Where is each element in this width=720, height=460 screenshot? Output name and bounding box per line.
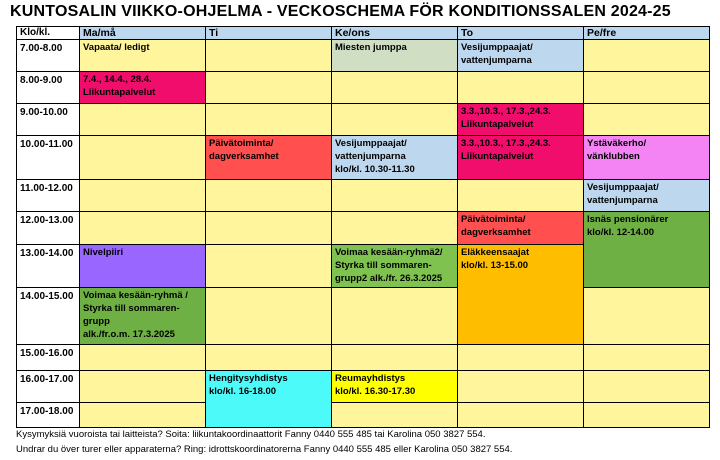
empty-cell bbox=[584, 402, 710, 427]
empty-cell bbox=[332, 180, 458, 212]
empty-cell bbox=[206, 212, 332, 245]
empty-cell bbox=[206, 245, 332, 288]
event-paivatoiminta-thu: Päivätoiminta/ dagverksamhet bbox=[458, 212, 584, 245]
column-header-time: Klo/kl. bbox=[17, 27, 80, 40]
hour-label: 10.00-11.00 bbox=[17, 136, 80, 180]
empty-cell bbox=[80, 402, 206, 427]
table-row bbox=[17, 370, 710, 402]
column-header-tue: Ti bbox=[206, 27, 332, 40]
column-header-thu: To bbox=[458, 27, 584, 40]
empty-cell bbox=[332, 288, 458, 344]
empty-cell bbox=[80, 104, 206, 136]
event-voimaa-kesaan-2: Voimaa kesään-ryhmä2/ Styrka till sommaren- grupp2 alk./fr. 26.3.2025 bbox=[332, 245, 458, 288]
empty-cell bbox=[584, 40, 710, 72]
empty-cell bbox=[80, 370, 206, 402]
empty-cell bbox=[458, 344, 584, 370]
empty-cell bbox=[458, 402, 584, 427]
event-voimaa-kesaan-1: Voimaa kesään-ryhmä / Styrka till sommaren-grupp alk./fr.o.m. 17.3.2025 bbox=[80, 288, 206, 344]
empty-cell bbox=[206, 344, 332, 370]
event-ystavakerho: Ystäväkerho/ vänklubben bbox=[584, 136, 710, 180]
page-title: KUNTOSALIN VIIKKO-OHJELMA - VECKOSCHEMA FÖR KONDITIONSSALEN 2024-25 bbox=[10, 3, 671, 20]
empty-cell bbox=[458, 180, 584, 212]
event-isnas-pensionarer: Isnäs pensionärer klo/kl. 12-14.00 bbox=[584, 212, 710, 288]
header-row bbox=[17, 27, 710, 40]
hour-label: 16.00-17.00 bbox=[17, 370, 80, 402]
empty-cell bbox=[206, 40, 332, 72]
footer-line-sv: Undrar du över turer eller apparaterna? Ring: idrottskoordinatorerna Fanny 0440 555 485 eller Karolina 050 3827 554. bbox=[16, 444, 513, 455]
event-elakkeensaajat: Eläkkeensaajat klo/kl. 13-15.00 bbox=[458, 245, 584, 345]
empty-cell bbox=[332, 212, 458, 245]
column-header-fri: Pe/fre bbox=[584, 27, 710, 40]
empty-cell bbox=[206, 180, 332, 212]
empty-cell bbox=[80, 136, 206, 180]
empty-cell bbox=[584, 104, 710, 136]
empty-cell bbox=[584, 344, 710, 370]
empty-cell bbox=[332, 104, 458, 136]
empty-cell bbox=[458, 370, 584, 402]
event-reumayhdistys: Reumayhdistys klo/kl. 16.30-17.30 bbox=[332, 370, 458, 402]
table-row bbox=[17, 402, 710, 427]
table-row bbox=[17, 288, 710, 344]
empty-cell bbox=[584, 72, 710, 104]
event-vapaata: Vapaata/ ledigt bbox=[80, 40, 206, 72]
column-header-wed: Ke/ons bbox=[332, 27, 458, 40]
event-liikuntapalvelut-mon: 7.4., 14.4., 28.4. Liikuntapalvelut bbox=[80, 72, 206, 104]
hour-label: 15.00-16.00 bbox=[17, 344, 80, 370]
event-hengitysyhdistys: Hengitysyhdistys klo/kl. 16-18.00 bbox=[206, 370, 332, 427]
table-row bbox=[17, 212, 710, 245]
empty-cell bbox=[584, 370, 710, 402]
table-row bbox=[17, 180, 710, 212]
empty-cell bbox=[458, 72, 584, 104]
footer-line-fi: Kysymyksiä vuoroista tai laitteista? Soita: liikuntakoordinaattorit Fanny 0440 555 485 tai Karolina 050 3827 554. bbox=[16, 429, 486, 440]
table-row bbox=[17, 136, 710, 180]
hour-label: 17.00-18.00 bbox=[17, 402, 80, 427]
empty-cell bbox=[206, 288, 332, 344]
empty-cell bbox=[80, 180, 206, 212]
hour-label: 12.00-13.00 bbox=[17, 212, 80, 245]
event-miesten-jumppa: Miesten jumppa bbox=[332, 40, 458, 72]
event-vesijumppa-fri: Vesijumppaajat/ vattenjumparna bbox=[584, 180, 710, 212]
hour-label: 9.00-10.00 bbox=[17, 104, 80, 136]
event-nivelpiiri: Nivelpiiri bbox=[80, 245, 206, 288]
empty-cell bbox=[332, 344, 458, 370]
hour-label: 7.00-8.00 bbox=[17, 40, 80, 72]
empty-cell bbox=[206, 104, 332, 136]
empty-cell bbox=[332, 402, 458, 427]
event-liikuntapalvelut-thu-9: 3.3.,10.3., 17.3.,24.3. Liikuntapalvelut bbox=[458, 104, 584, 136]
empty-cell bbox=[206, 72, 332, 104]
hour-label: 8.00-9.00 bbox=[17, 72, 80, 104]
empty-cell bbox=[584, 288, 710, 344]
table-row bbox=[17, 344, 710, 370]
empty-cell bbox=[80, 212, 206, 245]
hour-label: 14.00-15.00 bbox=[17, 288, 80, 344]
table-row bbox=[17, 40, 710, 72]
empty-cell bbox=[80, 344, 206, 370]
event-vesijumppa-thu: Vesijumppaajat/ vattenjumparna bbox=[458, 40, 584, 72]
hour-label: 11.00-12.00 bbox=[17, 180, 80, 212]
event-vesijumppa-wed: Vesijumppaajat/ vattenjumparna klo/kl. 10.30-11.30 bbox=[332, 136, 458, 180]
event-paivatoiminta-tue: Päivätoiminta/ dagverksamhet bbox=[206, 136, 332, 180]
column-header-mon: Ma/må bbox=[80, 27, 206, 40]
empty-cell bbox=[332, 72, 458, 104]
table-row bbox=[17, 104, 710, 136]
schedule-table bbox=[16, 26, 710, 428]
table-row bbox=[17, 72, 710, 104]
hour-label: 13.00-14.00 bbox=[17, 245, 80, 288]
event-liikuntapalvelut-thu-10: 3.3.,10.3., 17.3.,24.3. Liikuntapalvelut bbox=[458, 136, 584, 180]
